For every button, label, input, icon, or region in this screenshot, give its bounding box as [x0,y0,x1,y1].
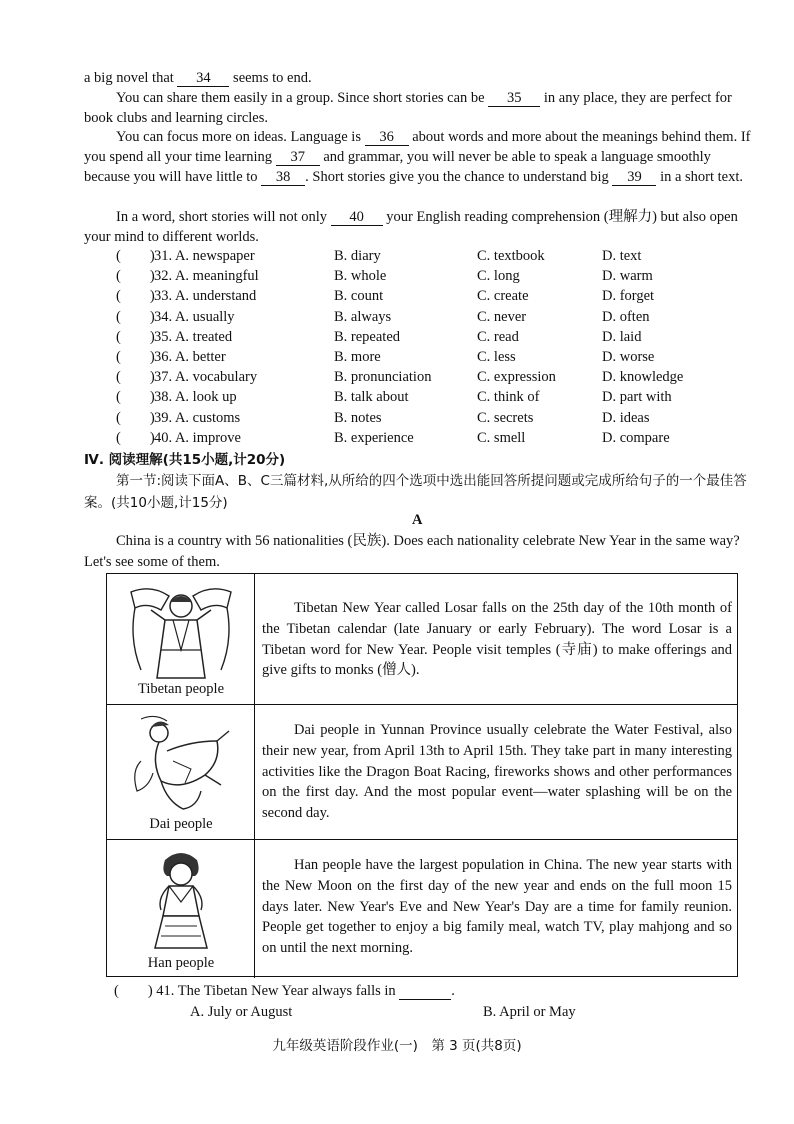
tibetan-person-icon [121,580,241,680]
option-b[interactable]: B. always [334,308,392,325]
blank-40: 40 [331,209,383,226]
option-c[interactable]: C. never [477,308,527,325]
caption-han: Han people [147,955,215,971]
passage-text: a big novel that [84,70,174,86]
part-label: A [412,512,423,528]
option-d[interactable]: D. warm [602,268,653,285]
option-a[interactable]: 35. A. treated [154,328,233,345]
option-a[interactable]: 32. A. meaningful [154,268,259,285]
answer-parenthesis[interactable]: ( ) [116,288,155,305]
option-row [84,408,764,428]
answer-parenthesis[interactable]: ( ) [116,409,155,426]
option-b[interactable]: B. count [334,288,384,305]
passage-text: You can focus more on ideas. Language is [116,129,361,145]
option-b[interactable]: B. experience [334,429,414,446]
option-a[interactable]: A. July or August [190,1004,293,1020]
option-b[interactable]: B. diary [334,248,381,264]
option-a[interactable]: 33. A. understand [154,288,257,305]
dai-dancer-icon [121,711,241,815]
option-d[interactable]: D. laid [602,328,642,345]
option-c[interactable]: C. textbook [477,248,545,264]
question-end: . [451,983,455,999]
passage-text: about words and more about the meanings behind them. If you spend all your time learning [84,129,751,165]
option-b[interactable]: B. notes [334,409,382,426]
option-b[interactable]: B. April or May [483,1004,576,1020]
option-row [84,307,764,327]
caption-dai: Dai people [149,816,213,832]
question-41 [114,979,455,1000]
section-heading: Ⅳ. 阅读理解(共15小题,计20分) [84,452,286,468]
option-a[interactable]: 37. A. vocabulary [154,369,258,386]
option-row [84,327,764,347]
option-row [84,367,764,387]
option-d[interactable]: D. worse [602,348,655,365]
option-row [84,266,764,286]
blank-38: 38 [261,169,305,186]
table-row [107,840,737,978]
answer-parenthesis[interactable]: ( ) [116,268,155,285]
picture-cell [107,840,255,978]
option-c[interactable]: C. read [477,328,519,345]
option-a[interactable]: 40. A. improve [154,429,241,446]
question-stem: 41. The Tibetan New Year always falls in [156,983,396,999]
answer-parenthesis[interactable]: ( ) [116,369,155,386]
option-d[interactable]: D. ideas [602,409,650,426]
option-row [84,246,764,266]
blank-37: 37 [276,149,320,166]
option-row [84,428,764,448]
passage-line-1 [84,68,752,88]
answer-parenthesis[interactable]: ( ) [116,348,155,365]
blank-35: 35 [488,90,540,107]
answer-blank [399,983,451,1000]
passage-text: your English reading comprehension (理解力) but also open your mind to different worlds. [84,209,738,245]
option-a[interactable]: 31. A. newspaper [154,248,255,264]
page-footer: 九年级英语阶段作业(一) 第 3 页(共8页) [272,1038,522,1054]
passage-paragraph-3 [84,127,752,187]
table-row [107,705,737,840]
answer-parenthesis[interactable]: ( ) [116,308,155,325]
option-c[interactable]: C. smell [477,429,526,446]
option-a[interactable]: 39. A. customs [154,409,241,426]
answer-parenthesis[interactable]: ( ) [116,429,155,446]
option-b[interactable]: B. talk about [334,389,409,406]
option-row [84,387,764,407]
option-c[interactable]: C. less [477,348,516,365]
section-instructions: 第一节:阅读下面A、B、C三篇材料,从所给的四个选项中选出能回答所提问题或完成所给句子的一个最佳答案。(共10小题,计15分) [84,473,747,511]
option-d[interactable]: D. compare [602,429,670,446]
blank-34: 34 [177,70,229,87]
caption-tibetan: Tibetan people [137,681,225,697]
passage-a-intro: China is a country with 56 nationalities (民族). Does each nationality celebrate New Year in the same way? Let's see some of them. [84,533,740,570]
passage-text: in any place, they are perfect for book clubs and learning circles. [84,90,732,126]
option-b[interactable]: B. repeated [334,328,401,345]
answer-parenthesis[interactable]: ( ) [114,983,153,999]
tibetan-description: Tibetan New Year called Losar falls on the 25th day of the 10th month of the Tibetan calendar (late January or early February). The word Losar is a Tibetan word for New Year. People visit temples (寺庙) to make offerings and give gifts to monks (僧人). [262,600,732,679]
option-c[interactable]: C. secrets [477,409,534,426]
option-c[interactable]: C. long [477,268,520,285]
option-b[interactable]: B. pronunciation [334,369,432,386]
option-d[interactable]: D. text [602,248,642,264]
table-row [107,574,737,705]
option-row [84,347,764,367]
answer-parenthesis[interactable]: ( ) [116,248,155,264]
han-description: Han people have the largest population in China. The new year starts with the New Moon on the first day of the new year and ends on the full moon 15 days later. New Year's Eve and New Year's Day are a time for family reunion. People get together to enjoy a big family meal, watch TV, play mahjong and so on until the next morning. [262,857,732,957]
option-d[interactable]: D. often [602,308,650,325]
passage-text: . Short stories give you the chance to understand big [305,169,609,185]
passage-text: In a word, short stories will not only [116,209,328,225]
option-a[interactable]: 38. A. look up [154,389,237,406]
option-a[interactable]: 34. A. usually [154,308,235,325]
blank-39: 39 [612,169,656,186]
option-c[interactable]: C. think of [477,389,540,406]
passage-text: You can share them easily in a group. Since short stories can be [116,90,485,106]
option-d[interactable]: D. knowledge [602,369,684,386]
option-b[interactable]: B. whole [334,268,387,285]
passage-text: in a short text. [660,169,744,185]
option-a[interactable]: 36. A. better [154,348,226,365]
passage-text: and grammar, you will never be able to speak a language smoothly because you will have little to [84,149,711,185]
blank-36: 36 [365,129,409,146]
dai-description: Dai people in Yunnan Province usually celebrate the Water Festival, also their new year, from April 13th to April 15th. They take part in many interesting activities like the Dragon Boat Racing, fireworks shows and other performances on the first day. And the most popular event—water splashing will be on the second day. [262,722,732,822]
answer-parenthesis[interactable]: ( ) [116,389,155,406]
picture-cell [107,705,255,839]
option-c[interactable]: C. create [477,288,529,305]
picture-cell [107,574,255,704]
option-d[interactable]: D. part with [602,389,672,406]
passage-paragraph-4 [84,207,752,247]
passage-text: seems to end. [233,70,312,86]
answer-parenthesis[interactable]: ( ) [116,328,155,345]
passage-paragraph-2 [84,88,752,128]
new-year-table [106,573,738,977]
option-c[interactable]: C. expression [477,369,556,386]
han-girl-icon [121,846,241,952]
option-b[interactable]: B. more [334,348,381,365]
options-list [84,246,764,448]
option-row [84,286,764,306]
option-d[interactable]: D. forget [602,288,655,305]
